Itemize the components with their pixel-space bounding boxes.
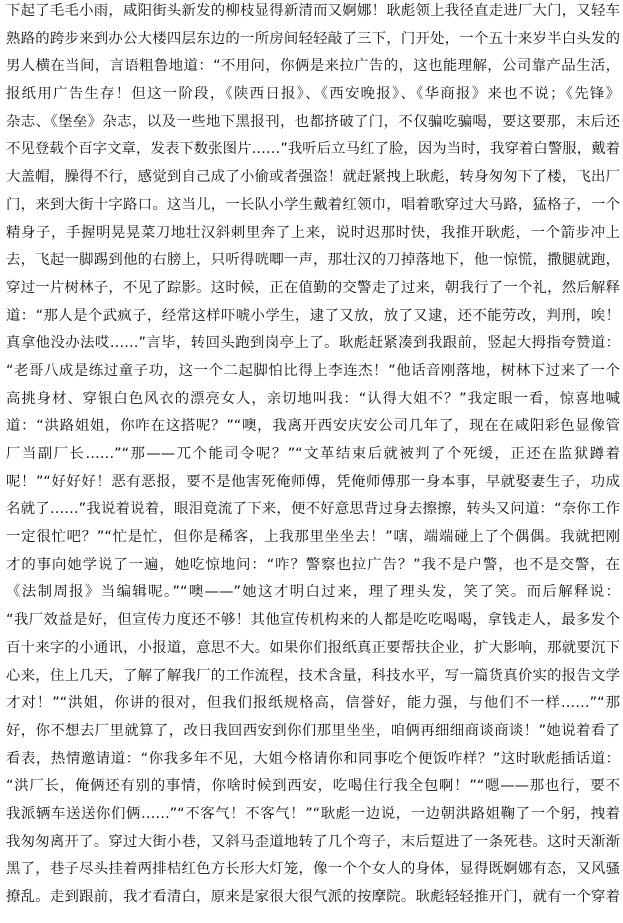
text-line: 黑了，巷子尽头挂着两排桔红色方长形大灯笼，像一个个女人的身体，显得既婀娜有态，又风骚 <box>6 861 620 878</box>
text-line: 一定很忙吧？”“忙是忙，但你是稀客，上我那里坐坐去！”嗐，端端碰上了个偶偶。我就把刚 <box>6 529 620 546</box>
text-line: 百十来字的小通讯，小报道，意思不大。如果你们报纸真正要帮扶企业，扩大影响，那就要沉下 <box>6 639 620 656</box>
text-line: 好，你不想去厂里就算了，改日我回西安到你们那里坐坐，咱俩再细细商谈商谈！”她说着看了 <box>6 722 620 739</box>
text-line: 穿过一片树林子，不见了踪影。这时候，正在值勤的交警走了过来，朝我行了一个礼，然后解释 <box>6 279 620 296</box>
text-line: 不见登载个百字文章，发表下数张图片……”我听后立马红了脸，因为当时，我穿着白警服，戴着 <box>6 141 620 158</box>
text-line: 熟路的跨步来到办公大楼四层东边的一所房间轻轻敲了三下，门开处，一个五十来岁半白头发的 <box>6 30 620 47</box>
text-line: 才的事向她学说了一遍，她吃惊地问：“咋？警察也拉广告？”我不是户警，也不是交警，在 <box>6 556 620 573</box>
text-line: 厂当副厂长……”“那——兀个能司令呢？”“文革结束后就被判了个死缓，正还在监狱蹲着 <box>6 446 620 462</box>
text-line: “洪厂长，俺俩还有别的事情，你啥时候到西安，吃喝住行我全包啊！”“嗯——那也行，要不 <box>6 778 620 795</box>
text-line: “老哥八成是练过童子功，这一个二起脚怕比得上李连杰！”他话音刚落地，树林下过来了一个 <box>6 362 620 379</box>
text-line: 门，来到大街十字路口。这当儿，一长队小学生戴着红领巾，唱着歌穿过大马路，猛格子，一个 <box>6 196 620 213</box>
text-line: 下起了毛毛小雨，咸阳街头新发的柳枝显得新清而又婀娜！耿彪领上我径直走进厂大门，又轻车 <box>6 3 620 19</box>
text-line: “我厂效益是好，但宣传力度还不够！其他宣传机构来的人都是吃吃喝喝，拿钱走人，最多发个 <box>6 612 620 629</box>
text-line: 心来，住上几天，了解了解我厂的工作流程，技术含量，科技水平，写一篇货真价实的报告文学 <box>6 667 620 684</box>
text-line: 去，飞起一脚踢到他的右膀上，只听得咣唧一声，那壮汉的刀掉落地下，他一惊慌，撒腿就跑， <box>6 252 620 269</box>
text-line: 男人横在当间，言语粗鲁地道：“不用问，你俩是来拉广告的，这也能理解，公司靠产品生活， <box>6 58 620 75</box>
text-line: 我派辆车送送你们俩……”“不客气！不客气！”“耿彪一边说，一边朝洪路姐鞠了一个躬，拽着 <box>6 805 620 822</box>
text-line: 道：“洪路姐姐，你咋在这搭呢？”“噢，我离开西安庆安公司几年了，现在在咸阳彩色显像管 <box>6 418 620 435</box>
text-line: 《法制周报》当编辑呢。”“噢——”她这才明白过来，理了理头发，笑了笑。而后解释说： <box>6 584 620 601</box>
text-line: 名就了……”我说着说着，眼泪竟流了下来，便不好意思背过身去擦擦，转头又问道：“奈你工作 <box>6 501 620 518</box>
text-line: 大盖帽，臊得不行，感觉到自己成了小偷或者强盗！就赶紧拽上耿彪，转身匆匆下了楼，飞出厂 <box>6 169 620 186</box>
text-line: 真拿他没办法哎……”言毕，转回头跑到岗亭上了。耿彪赶紧凑到我跟前，竖起大拇指夸赞道： <box>6 335 620 352</box>
article-page <box>6 0 620 912</box>
text-line: 看表，热情邀请道：“你我多年不见，大姐今格请你和同事吃个便饭咋样？”这时耿彪插话道： <box>6 750 620 767</box>
text-line: 才对！”“洪姐，你讲的很对，但我们报纸规格高，信誉好，能力强，与他们不一样……”“那 <box>6 695 620 712</box>
text-line: 报纸用广告生存！但这一阶段，《陕西日报》、《西安晚报》、《华商报》来也不说；《先锋》 <box>6 86 620 103</box>
text-line: 高挑身材、穿银白色风衣的漂亮女人，亲切地叫我：“认得大姐不？”我定眼一看，惊喜地喊 <box>6 390 620 407</box>
text-line: 杂志、《堡垒》杂志，以及一些地下黑报刊，也都挤破了门，不仅骗吃骗喝，要这要那，末后还 <box>6 113 620 130</box>
text-line: 呢！”“好好好！恶有恶报，要不是他害死俺师傅，凭俺师傅那一身本事，早就娶妻生子，功成 <box>6 473 620 490</box>
text-line: 撩乱。走到跟前，我才看清白，原来是家很大很气派的按摩院。耿彪轻轻推开门，就有一个穿着 <box>6 889 620 905</box>
text-line: 精身子，手握明晃晃菜刀地壮汉斜刺里奔了上来，说时迟那时快，我推开耿彪，一个箭步冲上 <box>6 224 620 241</box>
text-line: 我匆匆离开了。穿过大街小巷，又斜马歪道地转了几个弯子，末后踅进了一条死巷。这时天渐渐 <box>6 833 620 850</box>
text-line: 道：“那人是个武疯子，经常这样吓唬小学生，逮了又放，放了又逮，还不能劳改，判刑，唉！ <box>6 307 620 324</box>
